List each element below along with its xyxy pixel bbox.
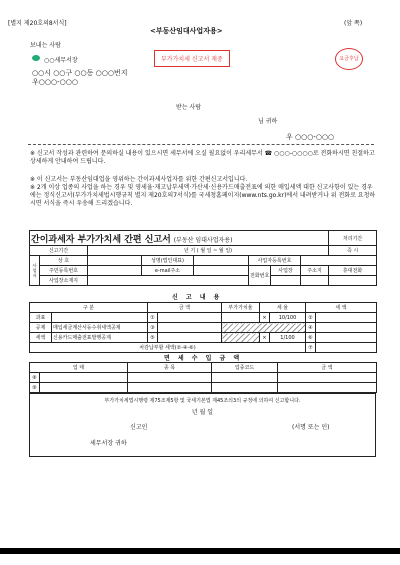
row-no: ① xyxy=(148,313,158,323)
email-label: e-mail주소 xyxy=(142,266,194,276)
tax-field-3[interactable] xyxy=(316,333,377,343)
report-row-card: 세액 신용카드매출전표발행공제 ⑤ × 1/100 ⑥ xyxy=(30,333,377,343)
tax-rate-1: 10/100 xyxy=(270,313,306,323)
email-field[interactable] xyxy=(194,266,249,276)
tax-field-2[interactable] xyxy=(316,323,377,333)
exempt-amount-field[interactable] xyxy=(278,373,377,383)
row-category: 공제 xyxy=(30,323,52,333)
taxpayer-side-label: 사업자 xyxy=(30,256,40,286)
row-no: ⑤ xyxy=(148,333,158,343)
row-category: 과표 xyxy=(30,313,52,323)
envelope-stamp: 부가가치세 신고서 재중 xyxy=(154,50,230,67)
exempt-amount-field[interactable] xyxy=(278,383,377,393)
phone-mobile-label: 휴대전화 xyxy=(329,266,377,276)
vat-rate-field-1[interactable] xyxy=(222,313,260,323)
recipient-honorific: 님 귀하 xyxy=(258,118,278,125)
shaded-cell xyxy=(222,323,306,333)
page-side: (앞 쪽) xyxy=(344,20,363,27)
tax-field-1[interactable] xyxy=(316,313,377,323)
sender-label: 보내는 사람 xyxy=(30,42,61,49)
postage-mark: 요금후납 xyxy=(335,48,363,70)
tax-rate-3: 1/100 xyxy=(270,333,306,343)
row-item xyxy=(52,313,148,323)
phone-mobile-field[interactable] xyxy=(329,276,377,286)
trade-name-label: 상 호 xyxy=(40,256,88,266)
declaration-box xyxy=(29,393,376,457)
taxpayer-info-table xyxy=(29,230,377,286)
col-code: 업종코드 xyxy=(212,363,278,373)
payable-no: ⑦ xyxy=(306,343,316,353)
form-title-top: <부동산임대사업자용> xyxy=(150,27,223,35)
amount-field-2[interactable] xyxy=(158,323,222,333)
exempt-code-field[interactable] xyxy=(212,383,278,393)
col-category: 구 분 xyxy=(30,303,148,313)
exempt-row: ⑧ xyxy=(30,373,377,383)
form-code: [별지 제20호의8서식] xyxy=(8,20,67,27)
office-logo-icon xyxy=(32,55,40,61)
col-vat-rate: 부가가치율 xyxy=(222,303,260,313)
sender-office: ○○세무서장 xyxy=(44,57,78,64)
trade-name-field[interactable] xyxy=(88,256,142,266)
tax-no-3: ⑥ xyxy=(306,333,316,343)
exempt-item-field[interactable] xyxy=(128,373,212,383)
phone-business-field[interactable] xyxy=(271,276,301,286)
report-row-purchase xyxy=(30,323,377,333)
col-exempt-amount: 금 액 xyxy=(278,363,377,373)
exempt-code-field[interactable] xyxy=(212,373,278,383)
phone-home-label: 주소지 xyxy=(301,266,329,276)
notice-other-cases: ※ 2개 이상 업종의 사업을 하는 경우 및 영세율·재고납부세액·가산세·신용카드매출전표에 의한 매입세액 대한 신고사항이 있는 경우에는 정식신고서(부가가치세법시행규칙 별지 제20호의7서식)를 국세청홈페이지(www.nts.go.kr)에서 내려받거나 위 전화로 요청하시면 서식을 즉시 우송해 드리겠습니다. xyxy=(30,184,376,207)
row-item: 매입세금계산서등수취세액공제 xyxy=(52,323,148,333)
amount-field-1[interactable] xyxy=(158,313,222,323)
exempt-item-field[interactable] xyxy=(128,383,212,393)
office-recipient: 세무서장 귀하 xyxy=(90,440,127,447)
phone-business-label: 사업장 xyxy=(271,266,301,276)
row-no: ③ xyxy=(148,323,158,333)
payable-field[interactable] xyxy=(316,343,377,353)
report-section-title: 신 고 내 용 xyxy=(172,294,223,301)
recipient-postal: 우 ○○○-○○○ xyxy=(286,133,335,141)
report-table xyxy=(29,302,377,353)
form-main-title: 간이과세자 부가가치세 간편 신고서 xyxy=(31,234,171,245)
biz-address-field[interactable] xyxy=(88,276,249,286)
row-item: 신용카드매출전표발행공제 xyxy=(52,333,148,343)
exempt-type-field[interactable] xyxy=(40,383,128,393)
amount-field-3[interactable] xyxy=(158,333,222,343)
report-row-base: 과표 ① × 10/100 ② xyxy=(30,313,377,323)
declaration-text: 부가가치세법시행령 제75조제5항 및 국세기본법 제45조의3의 규정에 의하여 신고합니다. xyxy=(104,398,301,404)
name-label: 성명(법인대표) xyxy=(142,256,194,266)
notice-purpose: ※ 이 신고서는 부동산임대업을 영위하는 간이과세사업자를 위한 간편신고서입니다. xyxy=(30,176,248,183)
resident-no-field[interactable] xyxy=(88,266,142,276)
shaded-cell xyxy=(222,333,260,343)
form-subtitle: (부동산 임대사업자용) xyxy=(173,236,233,244)
exempt-section-title: 면 세 수 입 금 액 xyxy=(164,355,243,362)
col-business-type: 업 태 xyxy=(30,363,128,373)
resident-no-label: 주민등록번호 xyxy=(40,266,88,276)
biz-address-label: 사업장소재지 xyxy=(40,276,88,286)
divider-line xyxy=(28,144,374,145)
exempt-row: ⑨ xyxy=(30,383,377,393)
exempt-type-field[interactable] xyxy=(40,373,128,383)
signature-field[interactable]: (서명 또는 인) xyxy=(292,424,330,431)
declaration-date: 년 월 일 xyxy=(191,409,214,416)
col-tax: 세 액 xyxy=(306,303,377,313)
phone-label: 전화번호 xyxy=(249,266,271,286)
processing-period-value: 즉 시 xyxy=(329,246,377,256)
tax-no-1: ② xyxy=(306,313,316,323)
exempt-table xyxy=(29,362,377,393)
sender-address: ○○시 ○○구 ○○동 ○○○번지 xyxy=(32,69,128,77)
bottom-rule xyxy=(0,548,400,554)
recipient-label: 받는 사람 xyxy=(176,104,202,111)
col-amount: 금 액 xyxy=(148,303,222,313)
notice-contact: ※ 신고서 작성과 관련하여 문의하실 내용이 있으시면 세무서에 오실 필요없이 우리세무서 ☎ ○○○-○○○○로 전화하시면 친절하고 상세하게 안내하여 드립니다. xyxy=(30,150,375,165)
sender-postal: 우○○○-○○○ xyxy=(32,78,78,86)
col-tax-rate: 세 율 xyxy=(260,303,306,313)
name-field[interactable] xyxy=(194,256,249,266)
processing-period-label: 처리기간 xyxy=(329,231,377,246)
reg-no-label: 사업자등록번호 xyxy=(249,256,301,266)
reg-no-field[interactable] xyxy=(301,256,377,266)
phone-home-field[interactable] xyxy=(301,276,329,286)
period-label: 신고기간 xyxy=(30,246,88,256)
row-category: 세액 xyxy=(30,333,52,343)
period-field[interactable]: 년 기 ( 월 일 ~ 월 일) xyxy=(88,246,329,256)
reporter-label: 신고인 xyxy=(130,424,148,431)
col-item: 종 목 xyxy=(128,363,212,373)
payable-label: 차감납부할 세액(②-④-⑥) xyxy=(30,343,306,353)
tax-no-2: ④ xyxy=(306,323,316,333)
